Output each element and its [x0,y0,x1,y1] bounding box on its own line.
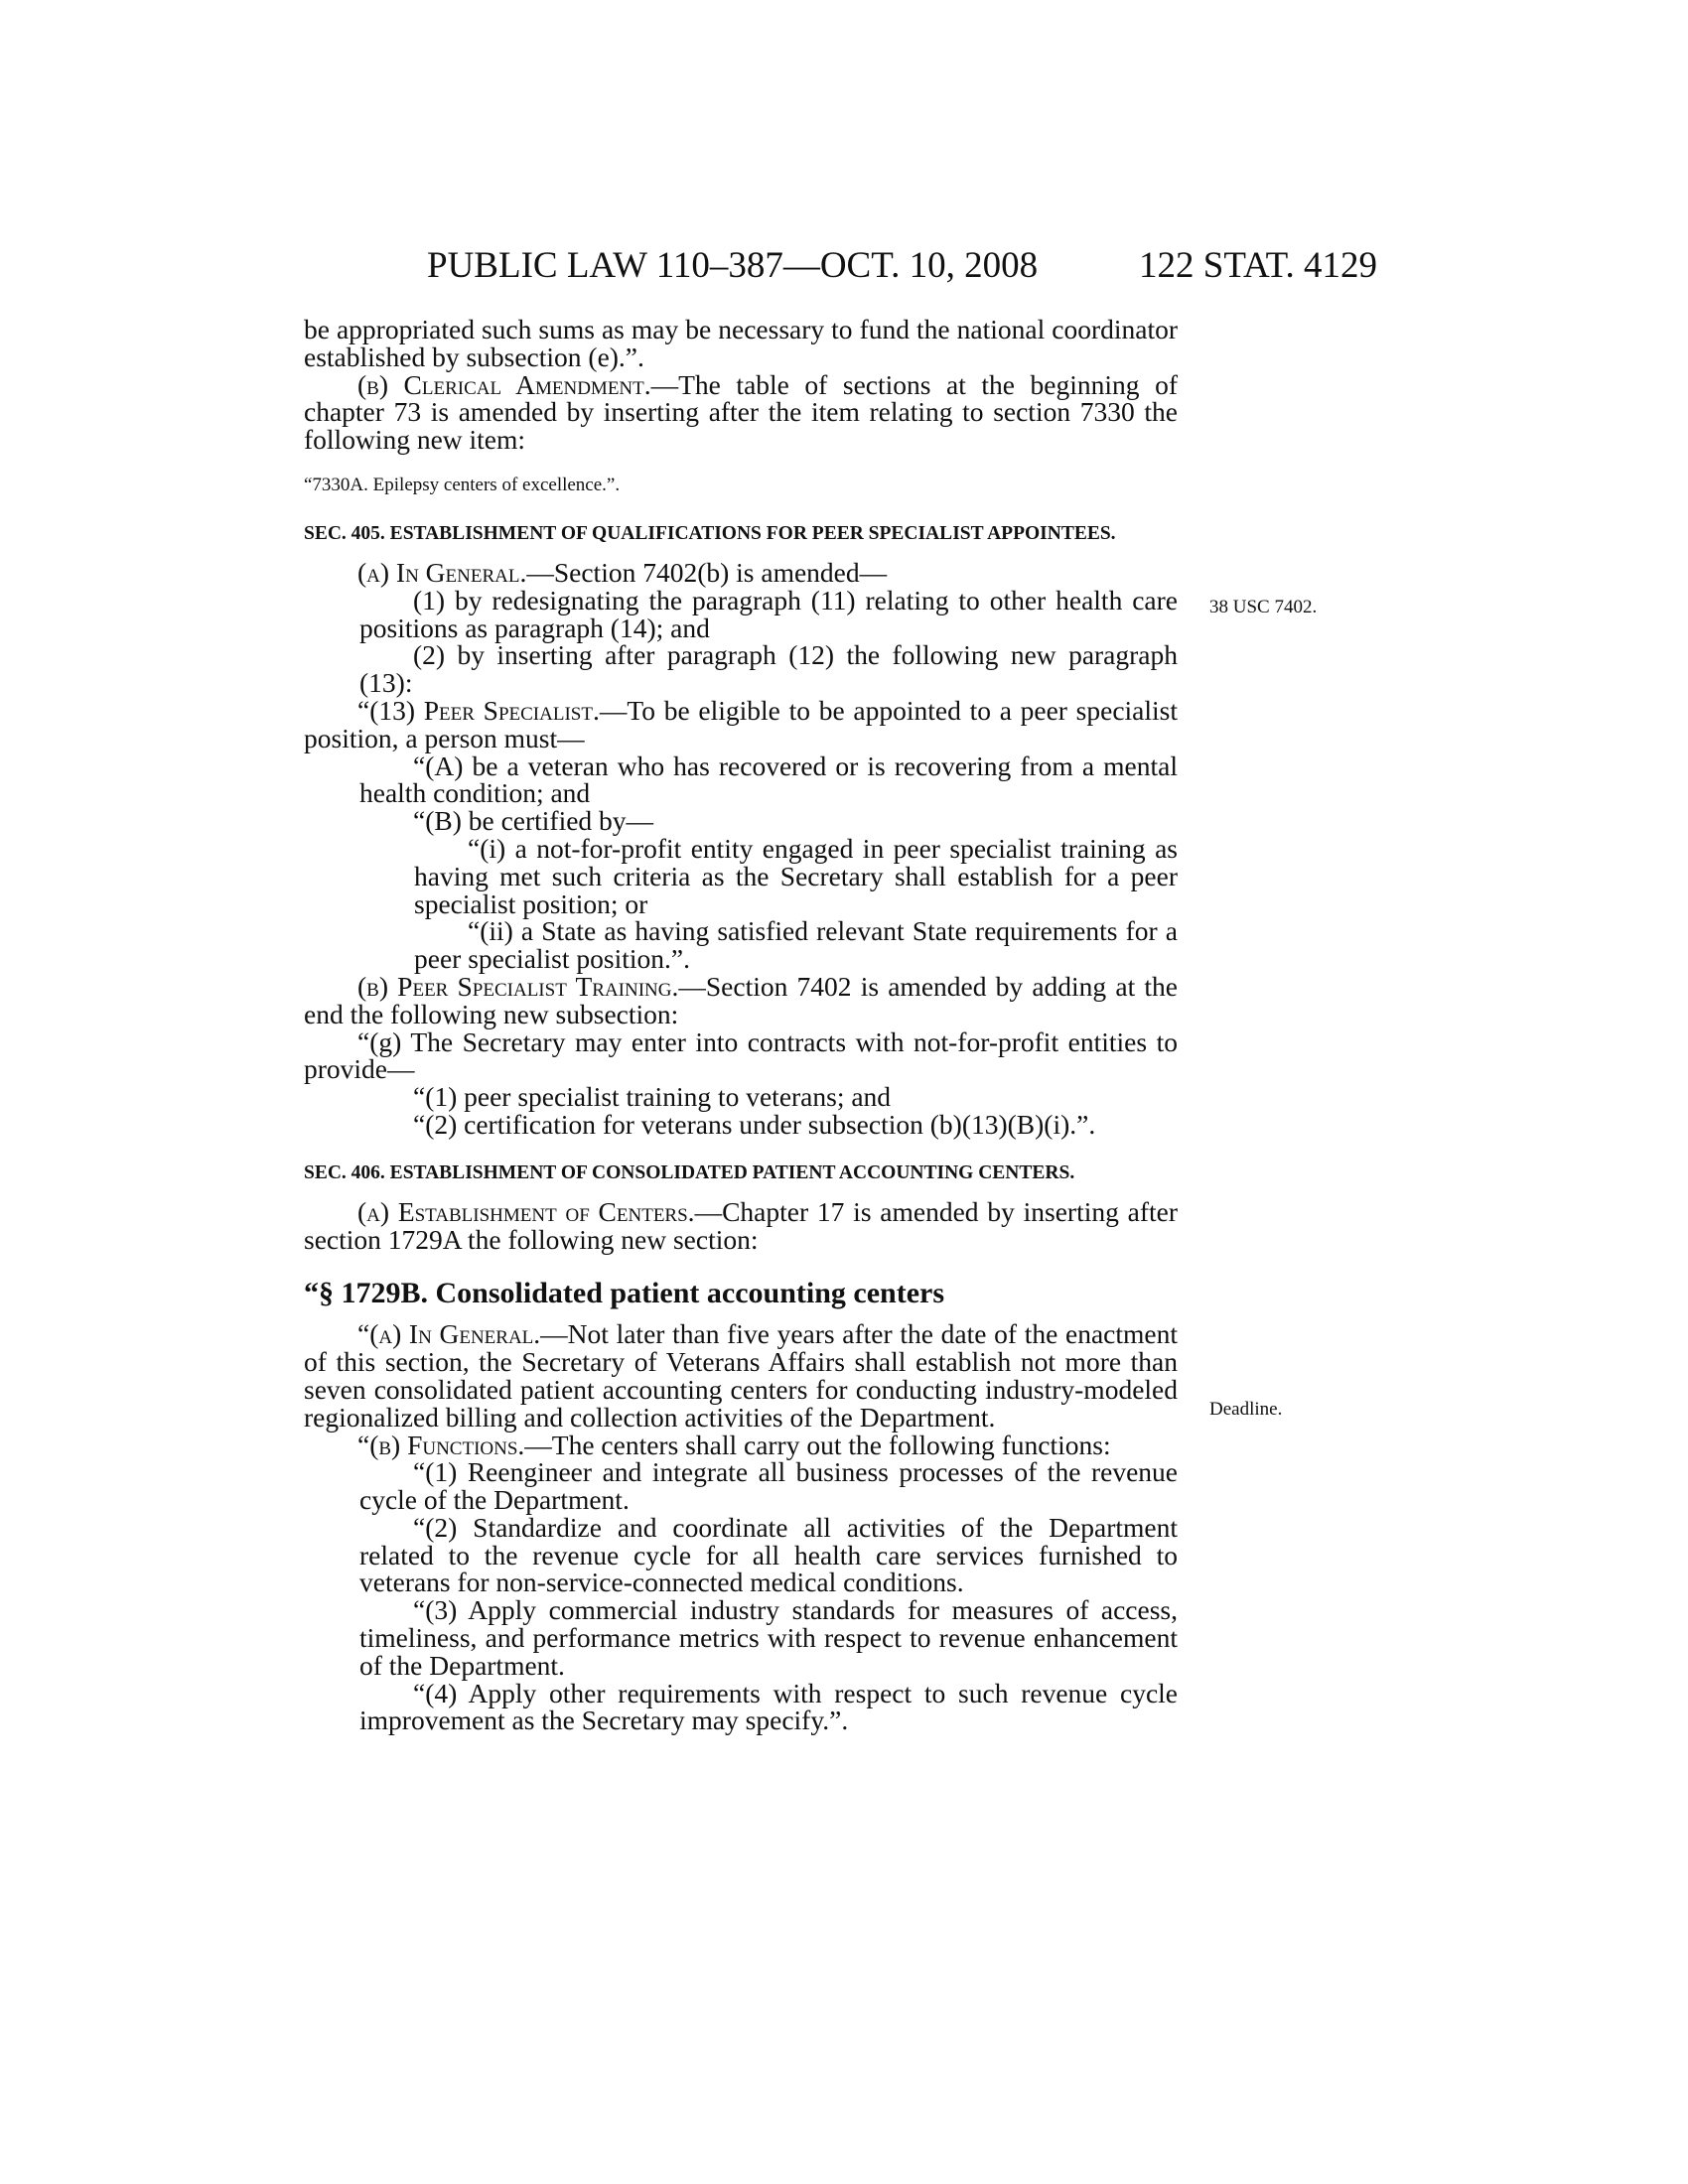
subsection-label: “(a) In General. [357,1318,541,1350]
running-header-title: PUBLIC LAW 110–387—OCT. 10, 2008 [427,245,1039,286]
s1729b-b-3: “(3) Apply commercial industry standards for measures of access, timeliness, and performance metrics with respect to revenue enhancement of the Department. [359,1594,1178,1681]
subsection-label: (a) Establishment of Centers. [357,1195,695,1227]
s405-a-2: (2) by inserting after paragraph (12) the following new paragraph (13): [359,639,1178,699]
s405-clause-A: “(A) be a veteran who has recovered or is recovering from a mental health condition; and [359,750,1178,809]
margin-note-deadline: Deadline. [1209,1399,1283,1420]
s405-a-1: (1) by redesignating the paragraph (11) relating to other health care positions as paragraph (14); and [359,584,1178,643]
s405-clause-i: “(i) a not-for-profit entity engaged in peer specialist training as having met such criteria as the Secretary shall establish for a peer specialist position; or [414,832,1178,919]
paragraph-text: —Not later than five years after the date of the enactment of this section, the Secretary of Veterans Affairs shall establish not more than seven consolidated patient accounting centers for conducting industry-modeled regionalized billing and collection activities of the Department. [304,1318,1178,1433]
paragraph-text: —Section 7402 is amended by adding at the end the following new subsection: [304,970,1178,1029]
paragraph-clerical-amendment [304,368,1178,456]
s405-g-2: “(2) certification for veterans under subsection (b)(13)(B)(i).”. [413,1108,1096,1140]
s1729b-a [304,1320,1178,1431]
s405-g: “(g) The Secretary may enter into contracts with not-for-profit entities to provide— [304,1025,1178,1085]
s406-a [304,1195,1178,1255]
paragraph-text: —Chapter 17 is amended by inserting after section 1729A the following new section: [304,1195,1178,1255]
margin-note-usc: 38 USC 7402. [1209,597,1318,617]
paragraph-text: —The centers shall carry out the following functions: [524,1429,1111,1460]
body-text [304,316,1178,1734]
section-405-heading: SEC. 405. ESTABLISHMENT OF QUALIFICATIONS FOR PEER SPECIALIST APPOINTEES. [304,522,1116,544]
s405-clause-ii: “(ii) a State as having satisfied relevant State requirements for a peer specialist position.”. [414,915,1178,975]
s405-clause-B: “(B) be certified by— [413,805,654,837]
paragraph-text: —The table of sections at the beginning of chapter 73 is amended by inserting after the item relating to section 7330 the following new item: [304,368,1178,456]
paragraph-label: “(13) Peer Specialist. [357,694,600,726]
subsection-label: (b) Clerical Amendment. [357,368,651,400]
subsection-label: (b) Peer Specialist Training. [357,970,679,1002]
subsection-label: (a) In General. [357,556,527,588]
section-1729b-title: “§ 1729B. Consolidated patient accounting centers [304,1277,944,1310]
subsection-label: “(b) Functions. [357,1429,525,1460]
toc-item: “7330A. Epilepsy centers of excellence.”. [304,474,621,495]
s1729b-b [304,1429,1178,1460]
section-406-heading: SEC. 406. ESTABLISHMENT OF CONSOLIDATED PATIENT ACCOUNTING CENTERS. [304,1161,1075,1183]
s405-paragraph-13 [304,694,1179,753]
s405-b [304,970,1178,1029]
s1729b-b-1: “(1) Reengineer and integrate all business processes of the revenue cycle of the Department. [359,1456,1178,1516]
paragraph-continuation: be appropriated such sums as may be necessary to fund the national coordinator established by subsection (e).”. [304,314,1178,372]
s405-a [304,556,1178,588]
s405-g-1: “(1) peer specialist training to veterans; and [413,1081,892,1113]
page-number: 122 STAT. 4129 [1139,245,1377,286]
paragraph-text: —To be eligible to be appointed to a peer specialist position, a person must— [304,694,1179,753]
s1729b-b-4: “(4) Apply other requirements with respect to such revenue cycle improvement as the Secretary may specify.”. [359,1677,1178,1736]
paragraph-text: —Section 7402(b) is amended— [526,556,888,588]
s1729b-b-2: “(2) Standardize and coordinate all activities of the Department related to the revenue cycle for all health care services furnished to veterans for non-service-connected medical conditions. [359,1511,1178,1598]
